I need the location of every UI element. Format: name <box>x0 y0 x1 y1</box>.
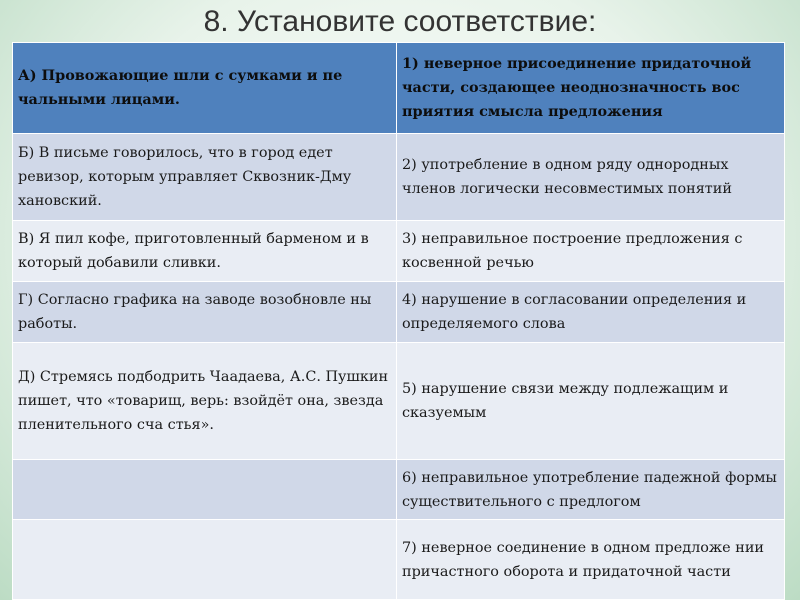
empty-cell <box>13 460 397 520</box>
table-row <box>13 221 785 282</box>
empty-cell <box>13 520 397 600</box>
table-row <box>13 343 785 460</box>
error-cell-3: 3) неправильное построение предложения с косвенной речью <box>397 221 785 282</box>
error-cell-1: 1) неверное присоединение придаточной части, создающее неоднозначность вос приятия смысла предложения <box>397 43 785 134</box>
error-cell-4: 4) нарушение в согласовании определения и определяемого слова <box>397 282 785 343</box>
error-cell-5: 5) нарушение связи между подлежащим и сказуемым <box>397 343 785 460</box>
slide-title: 8. Установите соответствие: <box>203 5 597 38</box>
table-row <box>13 460 785 520</box>
sentence-cell-a: А) Провожающие шли с сумками и пе чальными лицами. <box>13 43 397 134</box>
error-cell-2: 2) употребление в одном ряду однородных членов логически несовместимых понятий <box>397 134 785 221</box>
sentence-cell-v: В) Я пил кофе, приготовленный барменом и в который добавили сливки. <box>13 221 397 282</box>
error-cell-6: 6) неправильное употребление падежной формы существительного с предлогом <box>397 460 785 520</box>
error-cell-7: 7) неверное соединение в одном предложе нии причастного оборота и придаточной части <box>397 520 785 600</box>
sentence-cell-b: Б) В письме говорилось, что в город едет ревизор, которым управляет Сквозник-Дму хановский. <box>13 134 397 221</box>
table-row <box>13 520 785 600</box>
table-row <box>13 43 785 134</box>
sentence-cell-d: Д) Стремясь подбодрить Чаадаева, А.С. Пушкин пишет, что «товарищ, верь: взойдёт она, звезда пленительного сча стья». <box>13 343 397 460</box>
matching-table <box>12 42 785 600</box>
sentence-cell-g: Г) Согласно графика на заводе возобновле ны работы. <box>13 282 397 343</box>
table-row <box>13 282 785 343</box>
table-row <box>13 134 785 221</box>
